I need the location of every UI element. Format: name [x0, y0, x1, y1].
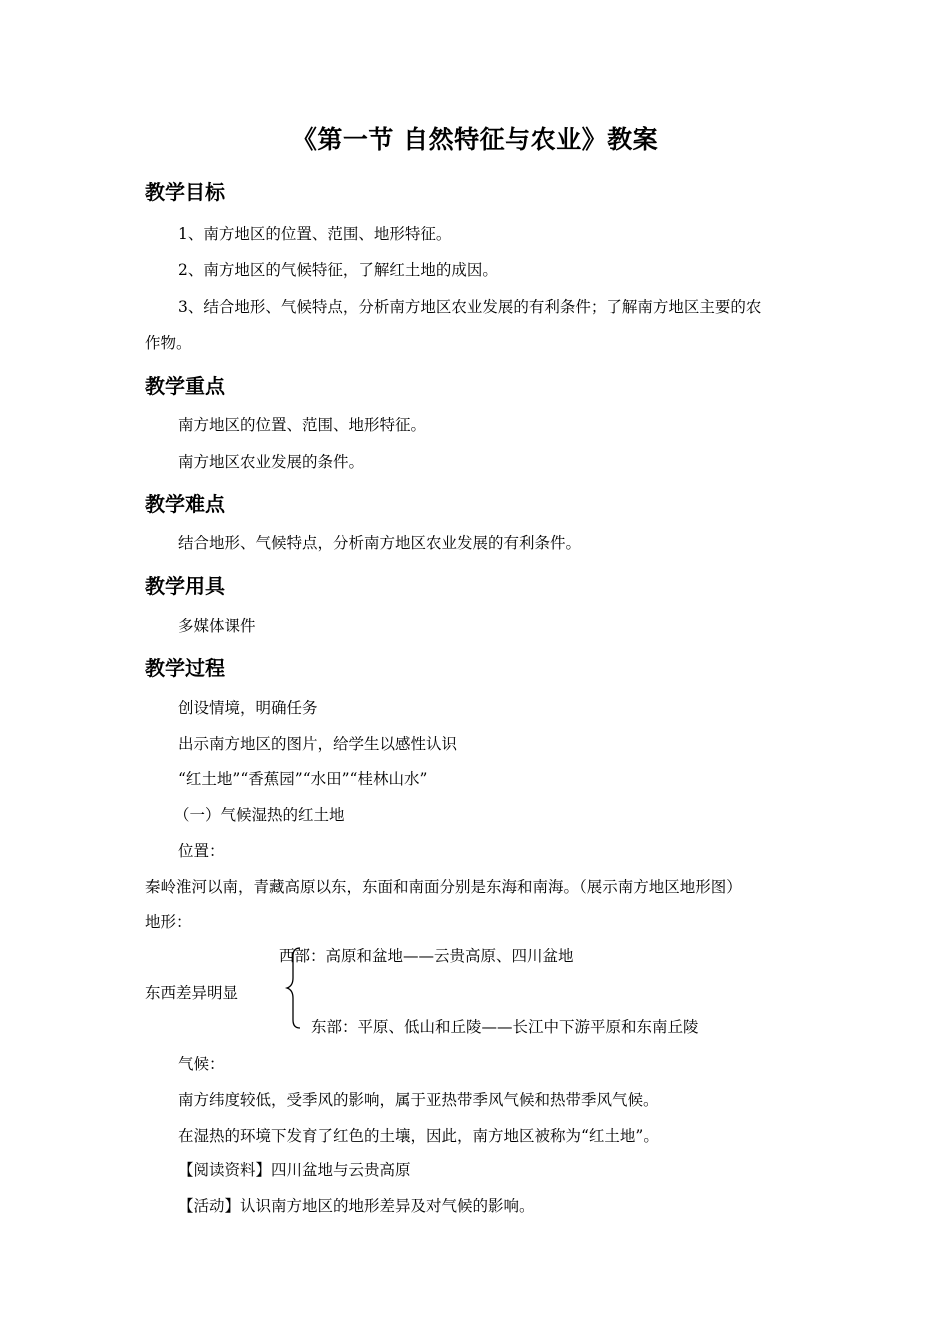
- heading-key-points: 教学重点: [145, 374, 225, 398]
- objective-item-continuation: 作物。: [145, 334, 192, 352]
- terrain-east: 东部：平原、低山和丘陵——长江中下游平原和东南丘陵: [311, 1018, 699, 1036]
- terrain-west: 西部：高原和盆地——云贵高原、四川盆地: [279, 947, 574, 965]
- objective-item: 3、结合地形、气候特点，分析南方地区农业发展的有利条件；了解南方地区主要的农: [178, 298, 762, 316]
- heading-objectives: 教学目标: [145, 180, 225, 204]
- process-line: 【阅读资料】四川盆地与云贵高原: [178, 1161, 411, 1179]
- document-title: 《第一节 自然特征与农业》教案: [291, 125, 659, 154]
- objective-item: 1、南方地区的位置、范围、地形特征。: [178, 225, 452, 243]
- curly-brace-icon: [284, 946, 304, 1030]
- process-line: 【活动】认识南方地区的地形差异及对气候的影响。: [178, 1197, 535, 1215]
- process-line: 南方纬度较低，受季风的影响，属于亚热带季风气候和热带季风气候。: [178, 1091, 659, 1109]
- heading-tools: 教学用具: [145, 574, 225, 598]
- tool-item: 多媒体课件: [178, 617, 256, 635]
- difficulty-item: 结合地形、气候特点，分析南方地区农业发展的有利条件。: [178, 534, 582, 552]
- subsection-heading: （一）气候湿热的红土地: [174, 806, 345, 824]
- process-line: 位置：: [178, 842, 225, 860]
- process-line: 气候：: [178, 1055, 225, 1073]
- process-line: 秦岭淮河以南，青藏高原以东，东面和南面分别是东海和南海。（展示南方地区地形图）: [145, 878, 742, 896]
- heading-difficulties: 教学难点: [145, 492, 225, 516]
- objective-item: 2、南方地区的气候特征，了解红土地的成因。: [178, 261, 498, 279]
- process-line: 地形：: [145, 913, 192, 931]
- process-line: 创设情境，明确任务: [178, 699, 318, 717]
- key-point-item: 南方地区的位置、范围、地形特征。: [178, 416, 427, 434]
- process-line: 出示南方地区的图片，给学生以感性认识: [178, 735, 458, 753]
- terrain-label: 东西差异明显: [145, 984, 239, 1002]
- key-point-item: 南方地区农业发展的条件。: [178, 453, 365, 471]
- process-line: 在湿热的环境下发育了红色的土壤，因此，南方地区被称为“红土地”。: [178, 1127, 659, 1145]
- heading-process: 教学过程: [145, 656, 225, 680]
- process-line: “红土地”“香蕉园”“水田”“桂林山水”: [178, 770, 428, 788]
